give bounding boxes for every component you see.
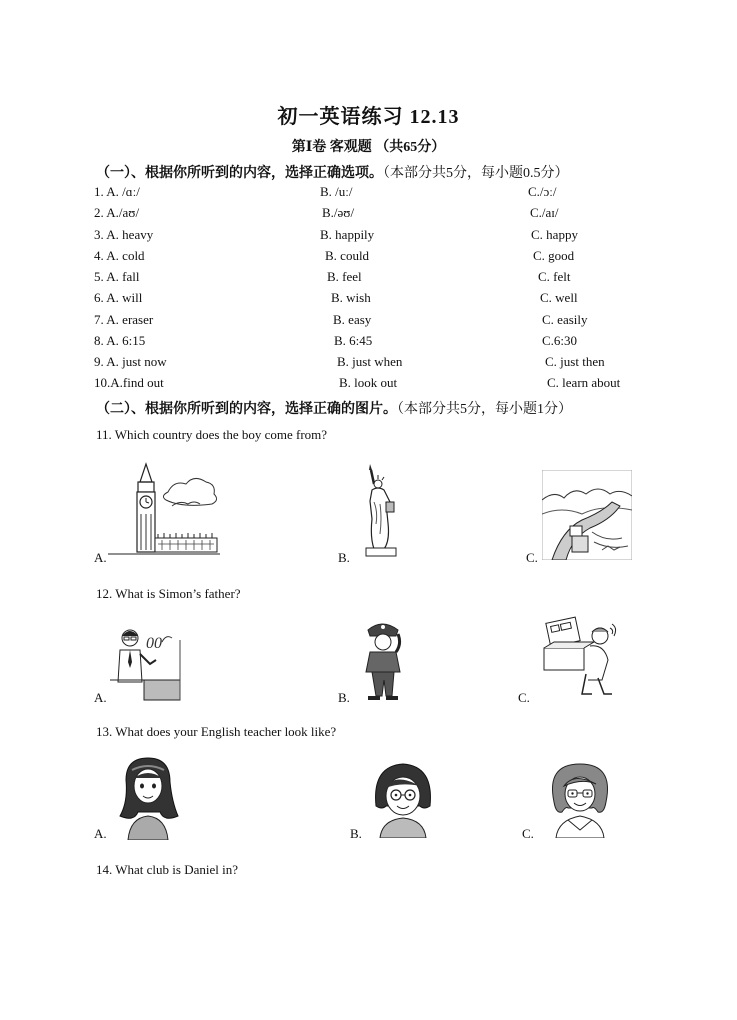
q12-label-a: A. — [94, 690, 107, 705]
delivery-worker-picture — [540, 614, 620, 700]
big-ben-picture — [108, 462, 220, 558]
glasses-woman-short-hair-picture — [370, 762, 436, 838]
q8-option-b: B. 6:45 — [334, 333, 373, 348]
question-12: 12. What is Simon’s father? — [96, 586, 241, 601]
q11-label-b: B. — [338, 550, 350, 565]
q1-option-c: C./ɔː/ — [528, 184, 557, 199]
q6-option-a: 6. A. will — [94, 290, 143, 305]
q2-option-a: 2. A./aʊ/ — [94, 205, 140, 220]
long-hair-woman-picture — [112, 756, 184, 840]
q11-label-a: A. — [94, 550, 107, 565]
q4-option-b: B. could — [325, 248, 370, 263]
q6-option-b: B. wish — [331, 290, 371, 305]
q13-label-a: A. — [94, 826, 107, 841]
q8-option-a: 8. A. 6:15 — [94, 333, 146, 348]
q13-label-c: C. — [522, 826, 534, 841]
section-2-heading — [96, 398, 572, 418]
q8-option-c: C.6:30 — [542, 333, 578, 348]
great-wall-picture — [542, 470, 632, 560]
question-14: 14. What club is Daniel in? — [96, 862, 239, 877]
q4-option-a: 4. A. cold — [94, 248, 145, 263]
q3-option-a: 3. A. heavy — [94, 227, 154, 242]
q2-option-c: C./aɪ/ — [530, 205, 559, 220]
part-title: 第Ⅰ卷 客观题 （共65分） — [291, 140, 446, 155]
q9-option-c: C. just then — [545, 354, 605, 369]
q13-label-b: B. — [350, 826, 362, 841]
q1-option-b: B. /uː/ — [320, 184, 353, 199]
q2-option-b: B./əʊ/ — [322, 205, 355, 220]
q6-option-c: C. well — [540, 290, 578, 305]
section-2-heading-bold: （二）、根据你所听到的内容，选择正确的图片。 — [96, 402, 397, 417]
q10-option-c: C. learn about — [547, 375, 621, 390]
q9-option-a: 9. A. just now — [94, 354, 167, 369]
q12-label-c: C. — [518, 690, 530, 705]
section-1-heading-bold: （一）、根据你所听到的内容，选择正确选项。 — [96, 166, 383, 181]
q7-option-c: C. easily — [542, 312, 588, 327]
q4-option-c: C. good — [533, 248, 575, 263]
q7-option-a: 7. A. eraser — [94, 312, 154, 327]
q5-option-b: B. feel — [327, 269, 362, 284]
policeman-picture — [360, 620, 406, 702]
section-1-heading — [96, 162, 569, 182]
q9-option-b: B. just when — [337, 354, 403, 369]
q1-option-a: 1. A. /ɑː/ — [94, 184, 140, 199]
q10-option-a: 10.A.find out — [94, 375, 164, 390]
section-2-heading-note: （本部分共5分，每小题1分） — [397, 402, 572, 417]
question-13: 13. What does your English teacher look like? — [96, 724, 337, 739]
q3-option-c: C. happy — [531, 227, 578, 242]
q5-option-c: C. felt — [538, 269, 571, 284]
q11-label-c: C. — [526, 550, 538, 565]
question-11: 11. Which country does the boy come from? — [96, 427, 328, 442]
section-1-heading-note: （本部分共5分，每小题0.5分） — [383, 166, 569, 181]
statue-of-liberty-picture — [356, 462, 406, 558]
glasses-woman-curly-hair-picture — [544, 762, 616, 838]
q7-option-b: B. easy — [333, 312, 372, 327]
q10-option-b: B. look out — [339, 375, 398, 390]
q3-option-b: B. happily — [320, 227, 375, 242]
svg-text:00: 00 — [146, 635, 162, 652]
teacher-picture — [110, 620, 186, 702]
q5-option-a: 5. A. fall — [94, 269, 140, 284]
q12-label-b: B. — [338, 690, 350, 705]
page-title: 初一英语练习 12.13 — [277, 106, 460, 128]
